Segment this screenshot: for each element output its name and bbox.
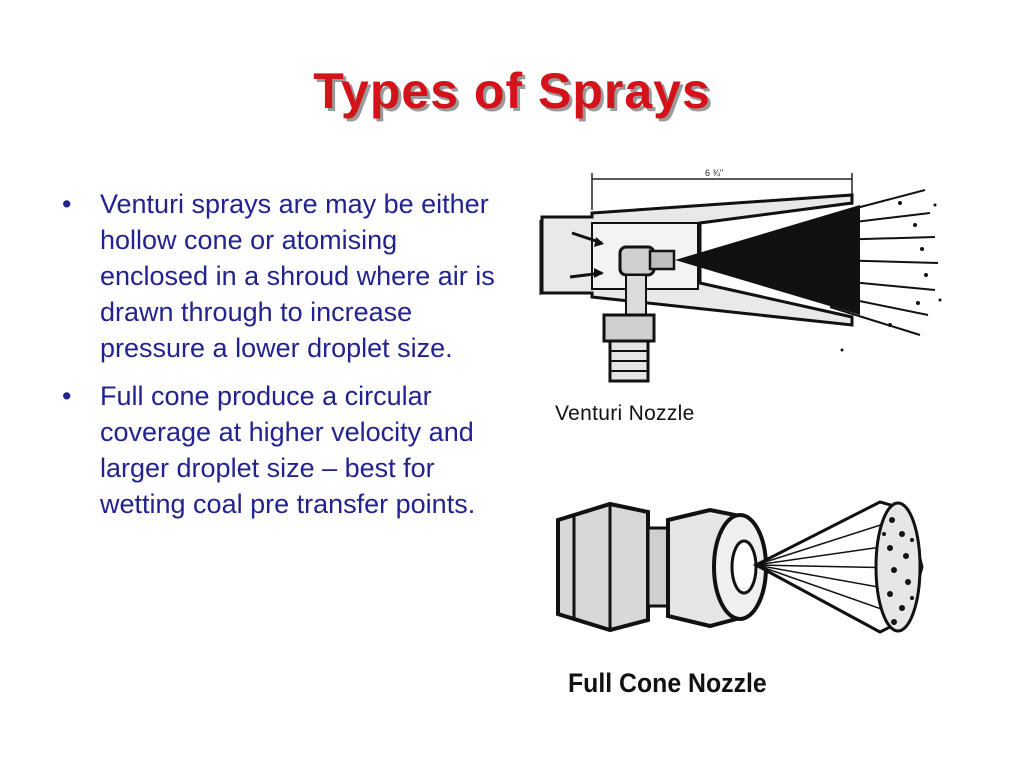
venturi-nozzle-illustration [530, 165, 950, 395]
full-cone-nozzle-caption: Full Cone Nozzle [568, 668, 767, 698]
full-cone-nozzle-illustration [550, 490, 930, 650]
slide-title: Types of Sprays [313, 63, 711, 119]
venturi-nozzle-caption: Venturi Nozzle [555, 402, 695, 425]
bullet-item [62, 378, 502, 522]
bullet-list [62, 186, 502, 534]
bullet-text: Venturi sprays are may be either hollow cone or atomising enclosed in a shroud where air is drawn through to increase pressure a lower droplet size. [100, 189, 495, 363]
dimension-label: 6 ¾" [705, 168, 724, 178]
bullet-item [62, 186, 502, 366]
bullet-marker: • [62, 189, 72, 219]
bullet-marker: • [62, 381, 72, 411]
bullet-text: Full cone produce a circular coverage at higher velocity and larger droplet size – best for wetting coal pre transfer points. [100, 381, 476, 519]
